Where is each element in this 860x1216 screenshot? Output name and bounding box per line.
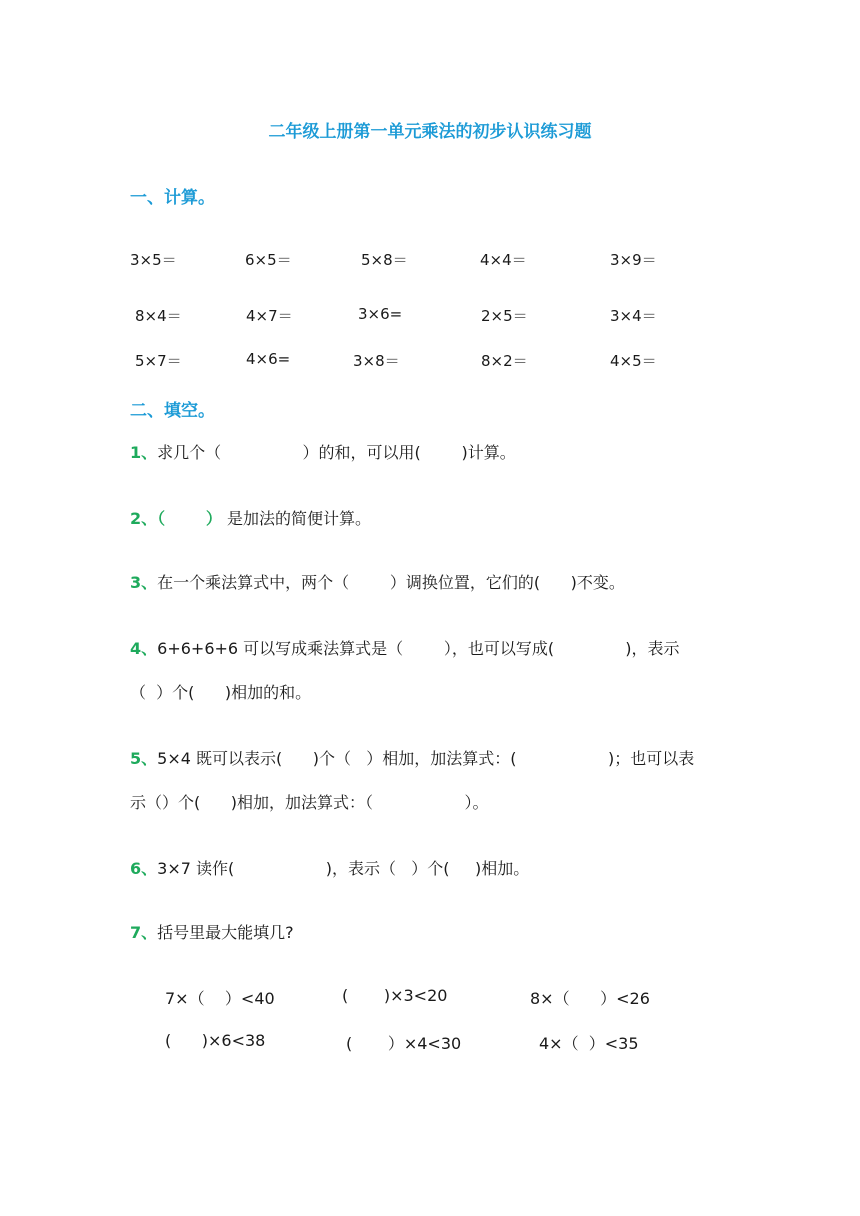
question-text: 3×7 读作( )，表示（ ）个( )相加。 (157, 859, 530, 878)
question-text: 括号里最大能填几? (157, 923, 294, 942)
question-text: 求几个（ ）的和，可以用( )计算。 (157, 443, 516, 462)
calc-item: 3×6= (358, 305, 403, 323)
question-2 (130, 506, 371, 529)
section-fill-heading: 二、填空。 (130, 401, 215, 421)
inequality-item: 7×（ ）<40 (165, 989, 275, 1008)
open-bracket: （ (157, 509, 166, 528)
calc-item: 5×8＝ (361, 251, 408, 269)
question-1 (130, 440, 516, 463)
section-calc-heading: 一、计算。 (130, 188, 215, 208)
question-text: 在一个乘法算式中，两个（ ）调换位置，它们的( )不变。 (157, 573, 625, 592)
question-number: 3、 (130, 573, 158, 592)
calc-item: 3×5＝ (130, 251, 177, 269)
question-number: 2、 (130, 509, 158, 528)
question-number: 6、 (130, 859, 158, 878)
question-number: 4、 (130, 639, 158, 658)
calc-item: 4×5＝ (610, 352, 657, 370)
blank (165, 509, 206, 528)
calc-item: 8×2＝ (481, 352, 528, 370)
calc-item: 5×7＝ (135, 352, 182, 370)
inequality-item: ( ）×4<30 (346, 1034, 462, 1053)
calc-item: 8×4＝ (135, 307, 182, 325)
question-6 (130, 856, 529, 879)
inequality-item: 8×（ ）<26 (530, 989, 650, 1008)
inequality-item: ( )×3<20 (342, 986, 448, 1005)
page-title: 二年级上册第一单元乘法的初步认识练习题 (268, 122, 592, 142)
calc-item: 3×9＝ (610, 251, 657, 269)
question-number: 5、 (130, 749, 158, 768)
question-number: 7、 (130, 923, 158, 942)
calc-item: 4×4＝ (480, 251, 527, 269)
question-text: 是加法的简便计算。 (221, 509, 371, 528)
calc-item: 2×5＝ (481, 307, 528, 325)
question-text: 5×4 既可以表示( )个（ ）相加，加法算式：( )；也可以表 (157, 749, 695, 768)
inequality-item: 4×（ ）<35 (539, 1034, 639, 1053)
question-3 (130, 570, 625, 593)
question-number: 1、 (130, 443, 158, 462)
calc-item: 4×7＝ (246, 307, 293, 325)
question-5-line-2: 示（）个( )相加，加法算式：（ ）。 (130, 793, 489, 812)
calc-item: 3×4＝ (610, 307, 657, 325)
inequality-item: ( )×6<38 (165, 1031, 266, 1050)
calc-item: 4×6= (246, 350, 291, 368)
calc-item: 3×8＝ (353, 352, 400, 370)
question-5 (130, 746, 694, 769)
close-bracket: ） (205, 509, 222, 528)
question-4-line-2: （ ）个( )相加的和。 (130, 683, 312, 702)
question-4 (130, 636, 680, 659)
question-7 (130, 920, 294, 943)
calc-item: 6×5＝ (245, 251, 292, 269)
question-text: 6+6+6+6 可以写成乘法算式是（ ），也可以写成( )，表示 (157, 639, 680, 658)
